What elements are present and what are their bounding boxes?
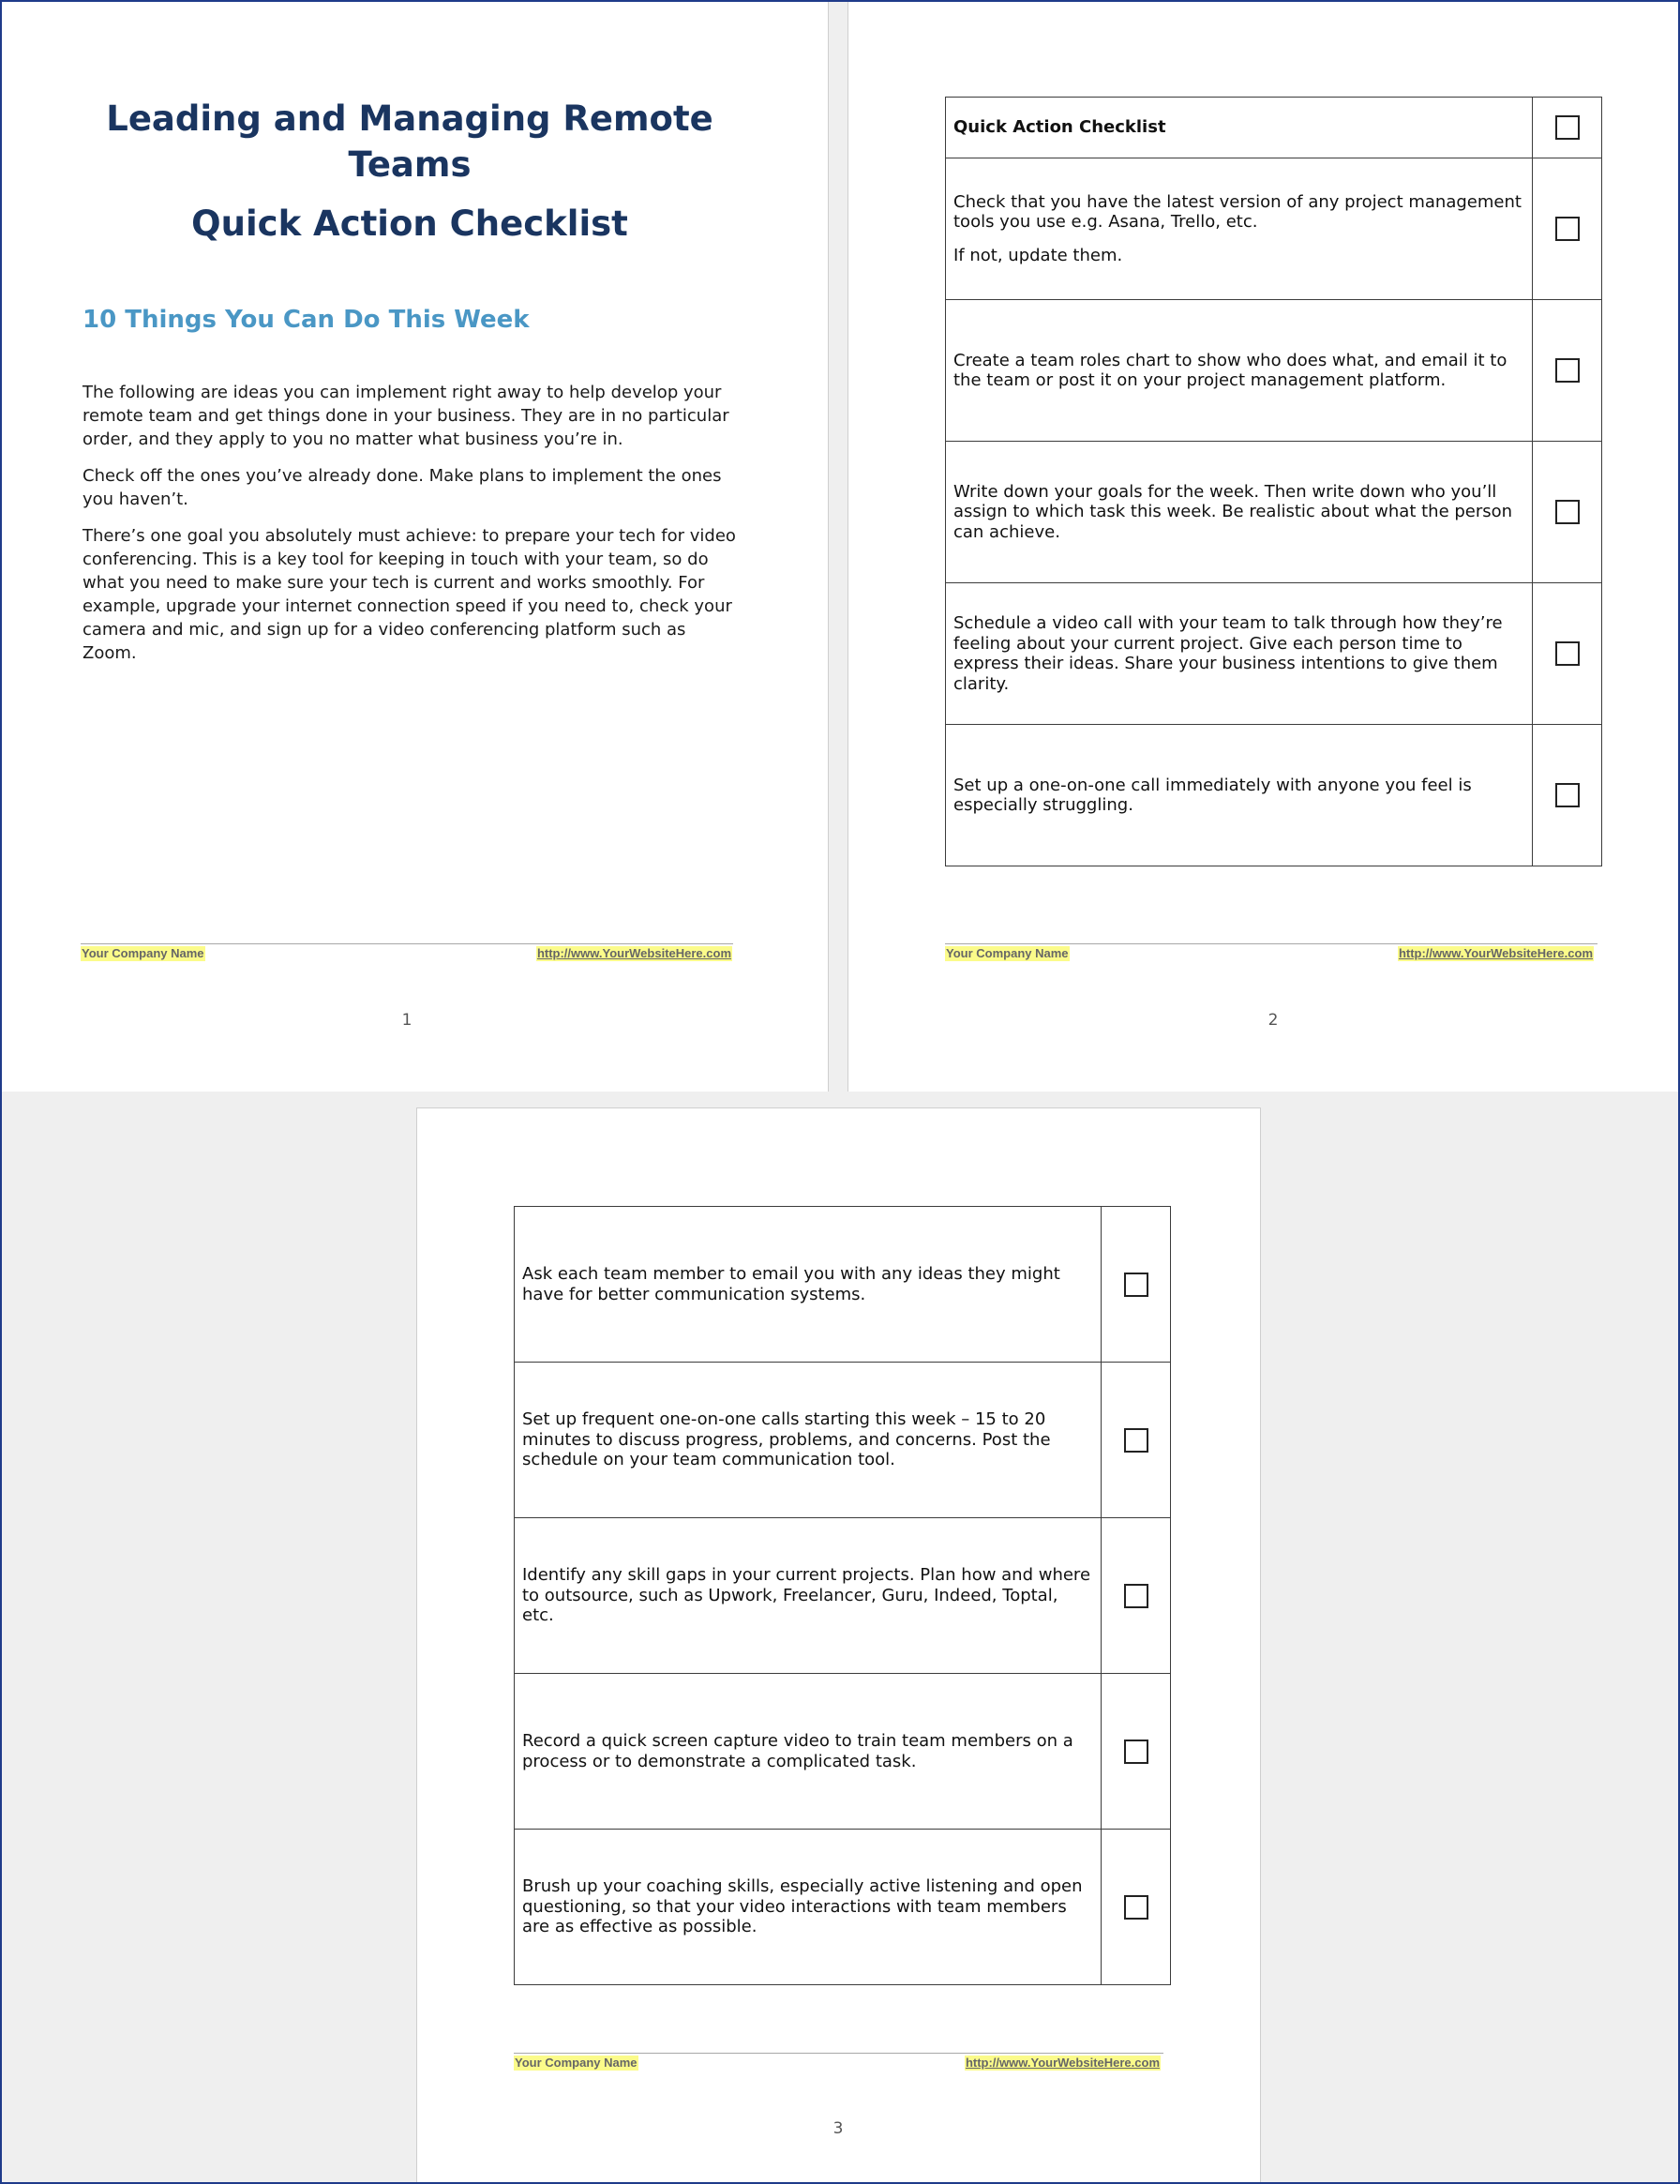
footer-company-name: Your Company Name — [82, 946, 204, 960]
table-row — [946, 725, 1602, 866]
page-3 — [416, 1107, 1261, 2182]
checklist-table — [945, 97, 1602, 866]
item-text: Schedule a video call with your team to talk through how they’re feeling about your current project. Give each person time to express their ideas. Share your business intentions to give them clarity. — [953, 613, 1503, 694]
checklist-item — [946, 725, 1533, 866]
table-header-row — [946, 98, 1602, 158]
checkbox[interactable] — [1555, 115, 1580, 140]
checklist-item — [946, 583, 1533, 725]
checklist-item — [946, 300, 1533, 442]
item-text: Ask each team member to email you with any ideas they might have for better communication systems. — [522, 1264, 1060, 1304]
document-subtitle: Quick Action Checklist — [191, 203, 628, 244]
item-text: Write down your goals for the week. Then write down who you’ll assign to which task this week. Be realistic about what the person can achieve. — [953, 481, 1513, 542]
table-row — [515, 1207, 1171, 1363]
checklist-item — [515, 1363, 1102, 1518]
table-row — [515, 1363, 1171, 1518]
checkbox[interactable] — [1124, 1740, 1148, 1764]
footer-rule — [81, 943, 733, 944]
page-number: 1 — [401, 1011, 412, 1030]
checklist-table — [514, 1206, 1171, 1985]
footer-website-link[interactable]: http://www.YourWebsiteHere.com — [536, 946, 731, 960]
intro-paragraph: The following are ideas you can implement right away to help develop your remote team and get things done in your business. They are in no particular order, and they apply to you no matter what business you’re in. — [82, 383, 729, 449]
intro-text — [82, 381, 739, 678]
item-text: Create a team roles chart to show who does what, and email it to the team or post it on your project management platform. — [953, 350, 1508, 390]
page-1 — [2, 2, 829, 1092]
checklist-item — [515, 1674, 1102, 1830]
table-row — [515, 1674, 1171, 1830]
page-number: 3 — [832, 2119, 844, 2138]
item-text: Set up frequent one-on-one calls starting this week – 15 to 20 minutes to discuss progress, problems, and concerns. Post the schedule on your team communication tool. — [522, 1409, 1051, 1470]
checklist-item — [515, 1518, 1102, 1674]
table-row — [946, 583, 1602, 725]
page-2 — [848, 2, 1678, 1092]
item-text: Brush up your coaching skills, especially active listening and open questioning, so that your video interactions with team members are as effective as possible. — [522, 1876, 1083, 1937]
footer-company-name: Your Company Name — [515, 2056, 638, 2070]
section-heading: 10 Things You Can Do This Week — [82, 306, 530, 334]
table-row — [946, 442, 1602, 583]
checkbox[interactable] — [1124, 1273, 1148, 1297]
table-row — [515, 1830, 1171, 1985]
checkbox[interactable] — [1555, 358, 1580, 383]
checklist-item — [515, 1207, 1102, 1363]
intro-paragraph: Check off the ones you’ve already done. Make plans to implement the ones you haven’t. — [82, 466, 722, 509]
checkbox[interactable] — [1555, 217, 1580, 241]
item-text: Record a quick screen capture video to train team members on a process or to demonstrate a complicated task. — [522, 1731, 1073, 1771]
intro-paragraph: There’s one goal you absolutely must achieve: to prepare your tech for video conferencing. This is a key tool for keeping in touch with your team, so do what you need to make sure your tech is current and works smoothly. For example, upgrade your internet connection speed if you need to, check your camera and mic, and sign up for a video conferencing platform such as Zoom. — [82, 526, 736, 663]
checklist-item — [515, 1830, 1102, 1985]
item-text: Set up a one-on-one call immediately with anyone you feel is especially struggling. — [953, 775, 1472, 815]
item-text: If not, update them. — [953, 245, 1123, 265]
table-header: Quick Action Checklist — [946, 98, 1533, 158]
checklist-item — [946, 158, 1533, 300]
checkbox[interactable] — [1555, 783, 1580, 807]
checklist-item — [946, 442, 1533, 583]
document-title: Leading and Managing Remote Teams — [106, 98, 713, 185]
checkbox[interactable] — [1555, 641, 1580, 666]
item-text: Identify any skill gaps in your current projects. Plan how and where to outsource, such as Upwork, Freelancer, Guru, Indeed, Toptal, etc. — [522, 1565, 1091, 1626]
item-text: Check that you have the latest version of any project management tools you use e.g. Asana, Trello, etc. — [953, 191, 1522, 233]
checkbox[interactable] — [1124, 1584, 1148, 1608]
table-row — [946, 158, 1602, 300]
footer-company-name: Your Company Name — [946, 946, 1069, 960]
checkbox[interactable] — [1124, 1895, 1148, 1920]
footer-website-link[interactable]: http://www.YourWebsiteHere.com — [1398, 946, 1593, 960]
page-number: 2 — [1268, 1011, 1279, 1030]
footer-rule — [514, 2053, 1163, 2054]
checkbox[interactable] — [1124, 1428, 1148, 1453]
table-row — [946, 300, 1602, 442]
footer-rule — [945, 943, 1598, 944]
table-row — [515, 1518, 1171, 1674]
checkbox[interactable] — [1555, 500, 1580, 524]
footer-website-link[interactable]: http://www.YourWebsiteHere.com — [965, 2056, 1160, 2070]
